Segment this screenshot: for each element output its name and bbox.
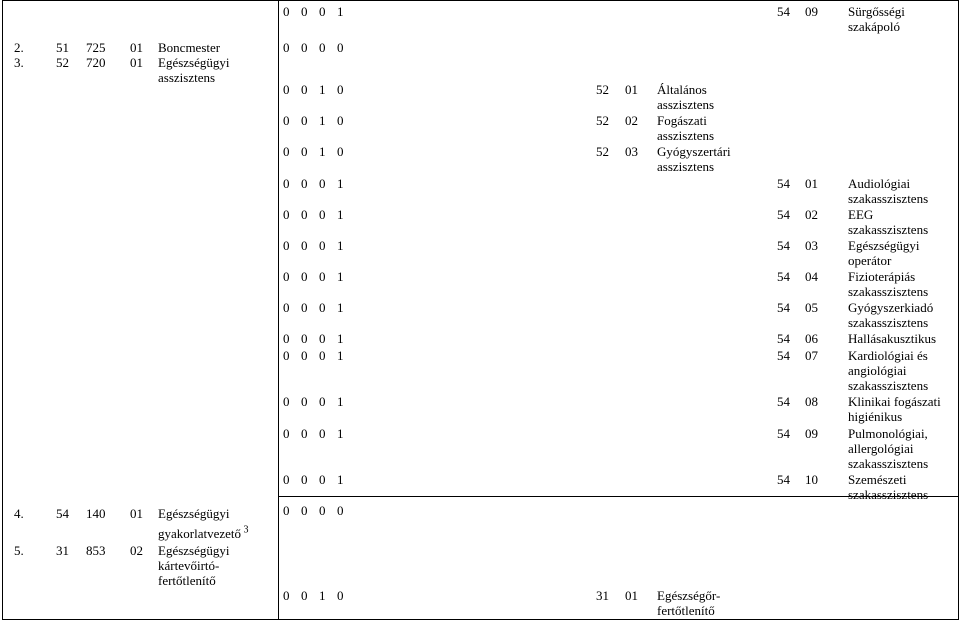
table-vertical-rule	[958, 0, 959, 620]
code-part: 01	[625, 82, 638, 97]
flag-value: 0	[283, 503, 290, 518]
qualification-name: Audiológiai	[848, 176, 911, 191]
flag-value: 0	[319, 40, 326, 55]
flag-value: 0	[283, 40, 290, 55]
code-part: 09	[805, 4, 818, 19]
flag-value: 0	[301, 40, 308, 55]
code-part: 54	[777, 472, 790, 487]
qualification-name: szakápoló	[848, 19, 900, 34]
flag-value: 0	[319, 176, 326, 191]
flag-value: 0	[301, 331, 308, 346]
code-part: 54	[777, 394, 790, 409]
qualification-name: kártevőirtó-	[158, 558, 220, 573]
code-part: 54	[777, 176, 790, 191]
table-horizontal-rule	[2, 0, 958, 1]
qualification-name: Általános	[657, 82, 707, 97]
flag-value: 1	[337, 269, 344, 284]
flag-value: 0	[301, 472, 308, 487]
qualification-name: fertőtlenítő	[158, 573, 216, 588]
flag-value: 0	[301, 144, 308, 159]
qualification-name: fertőtlenítő	[657, 603, 715, 618]
code-part: 01	[625, 588, 638, 603]
flag-value: 0	[301, 269, 308, 284]
qualification-name: asszisztens	[657, 159, 715, 174]
qualification-name: gyakorlatvezető $^3$	[158, 524, 249, 541]
flag-value: 0	[283, 331, 290, 346]
flag-value: 1	[319, 588, 326, 603]
row-index: 4.	[14, 506, 24, 521]
qualification-name: Egészségügyi	[848, 238, 920, 253]
flag-value: 0	[283, 472, 290, 487]
code-part: 54	[777, 238, 790, 253]
qualification-name: operátor	[848, 253, 892, 268]
flag-value: 0	[283, 300, 290, 315]
code-part: 51	[56, 40, 69, 55]
flag-value: 0	[301, 300, 308, 315]
code-part: 54	[777, 348, 790, 363]
code-part: 52	[596, 144, 609, 159]
flag-value: 0	[319, 331, 326, 346]
row-index: 2.	[14, 40, 24, 55]
code-part: 05	[805, 300, 818, 315]
row-index: 3.	[14, 55, 24, 70]
code-part: 07	[805, 348, 818, 363]
flag-value: 0	[337, 113, 344, 128]
flag-value: 1	[337, 348, 344, 363]
flag-value: 0	[319, 348, 326, 363]
code-part: 02	[130, 543, 143, 558]
flag-value: 0	[301, 4, 308, 19]
code-part: 720	[86, 55, 106, 70]
qualification-name: Egészségőr-	[657, 588, 721, 603]
flag-value: 0	[319, 4, 326, 19]
qualification-name: Gyógyszertári	[657, 144, 731, 159]
code-part: 54	[777, 207, 790, 222]
row-index: 5.	[14, 543, 24, 558]
flag-value: 0	[337, 503, 344, 518]
flag-value: 0	[319, 207, 326, 222]
qualification-name: asszisztens	[657, 128, 715, 143]
qualification-name: szakasszisztens	[848, 315, 929, 330]
flag-value: 0	[301, 176, 308, 191]
code-part: 03	[625, 144, 638, 159]
flag-value: 0	[283, 426, 290, 441]
qualification-name: angiológiai	[848, 363, 907, 378]
flag-value: 0	[301, 113, 308, 128]
code-part: 06	[805, 331, 818, 346]
code-part: 02	[625, 113, 638, 128]
code-part: 52	[596, 113, 609, 128]
code-part: 54	[777, 331, 790, 346]
flag-value: 0	[301, 238, 308, 253]
qualification-name: szakasszisztens	[848, 378, 929, 393]
code-part: 01	[130, 506, 143, 521]
code-part: 31	[596, 588, 609, 603]
qualification-name: Sürgősségi	[848, 4, 905, 19]
code-part: 01	[130, 55, 143, 70]
flag-value: 1	[337, 238, 344, 253]
flag-value: 0	[301, 503, 308, 518]
code-part: 04	[805, 269, 818, 284]
qualification-name: szakasszisztens	[848, 222, 929, 237]
qualification-name: szakasszisztens	[848, 191, 929, 206]
flag-value: 1	[337, 4, 344, 19]
flag-value: 0	[337, 82, 344, 97]
flag-value: 0	[301, 426, 308, 441]
qualification-name: EEG	[848, 207, 874, 222]
qualification-name: Boncmester	[158, 40, 221, 55]
flag-value: 1	[319, 113, 326, 128]
table-vertical-rule	[278, 0, 279, 620]
code-part: 03	[805, 238, 818, 253]
flag-value: 0	[301, 207, 308, 222]
flag-value: 1	[337, 331, 344, 346]
flag-value: 0	[283, 82, 290, 97]
code-part: 01	[130, 40, 143, 55]
flag-value: 0	[319, 503, 326, 518]
qualification-name: allergológiai	[848, 441, 914, 456]
qualification-name: Egészségügyi	[158, 506, 230, 521]
qualification-name: Gyógyszerkiadó	[848, 300, 934, 315]
code-part: 01	[805, 176, 818, 191]
flag-value: 0	[319, 300, 326, 315]
code-part: 08	[805, 394, 818, 409]
qualification-name: Kardiológiai és	[848, 348, 928, 363]
flag-value: 0	[319, 269, 326, 284]
code-part: 54	[777, 4, 790, 19]
qualification-name: szakasszisztens	[848, 487, 929, 502]
qualification-name: Szemészeti	[848, 472, 907, 487]
qualification-name: Klinikai fogászati	[848, 394, 941, 409]
flag-value: 0	[283, 238, 290, 253]
flag-value: 1	[319, 82, 326, 97]
flag-value: 1	[337, 300, 344, 315]
flag-value: 0	[283, 588, 290, 603]
code-part: 853	[86, 543, 106, 558]
qualification-name: szakasszisztens	[848, 456, 929, 471]
flag-value: 1	[337, 176, 344, 191]
qualification-name: Fizioterápiás	[848, 269, 916, 284]
flag-value: 0	[283, 113, 290, 128]
code-part: 02	[805, 207, 818, 222]
flag-value: 0	[301, 588, 308, 603]
flag-value: 0	[283, 269, 290, 284]
flag-value: 0	[319, 238, 326, 253]
table-vertical-rule	[2, 0, 3, 620]
qualification-name: Hallásakusztikus	[848, 331, 937, 346]
flag-value: 0	[283, 348, 290, 363]
qualification-name: higiénikus	[848, 409, 903, 424]
qualification-name: Egészségügyi	[158, 55, 230, 70]
code-part: 140	[86, 506, 106, 521]
qualification-name: szakasszisztens	[848, 284, 929, 299]
flag-value: 1	[337, 394, 344, 409]
flag-value: 1	[337, 426, 344, 441]
qualification-name: asszisztens	[657, 97, 715, 112]
code-part: 54	[777, 269, 790, 284]
code-part: 54	[777, 426, 790, 441]
flag-value: 1	[319, 144, 326, 159]
flag-value: 0	[283, 207, 290, 222]
flag-value: 0	[337, 144, 344, 159]
flag-value: 0	[319, 472, 326, 487]
flag-value: 0	[337, 40, 344, 55]
flag-value: 0	[319, 426, 326, 441]
flag-value: 1	[337, 472, 344, 487]
code-part: 54	[777, 300, 790, 315]
flag-value: 1	[337, 207, 344, 222]
code-part: 52	[56, 55, 69, 70]
code-part: 52	[596, 82, 609, 97]
flag-value: 0	[283, 394, 290, 409]
code-part: 31	[56, 543, 69, 558]
code-part: 10	[805, 472, 818, 487]
flag-value: 0	[337, 588, 344, 603]
qualification-name: Egészségügyi	[158, 543, 230, 558]
flag-value: 0	[283, 4, 290, 19]
code-part: 09	[805, 426, 818, 441]
footnote-marker: 3	[241, 524, 249, 536]
qualification-name: Fogászati	[657, 113, 707, 128]
flag-value: 0	[301, 348, 308, 363]
flag-value: 0	[283, 144, 290, 159]
flag-value: 0	[283, 176, 290, 191]
code-part: 54	[56, 506, 69, 521]
qualification-name: Pulmonológiai,	[848, 426, 928, 441]
flag-value: 0	[319, 394, 326, 409]
qualification-name: asszisztens	[158, 70, 216, 85]
flag-value: 0	[301, 394, 308, 409]
code-part: 725	[86, 40, 106, 55]
flag-value: 0	[301, 82, 308, 97]
